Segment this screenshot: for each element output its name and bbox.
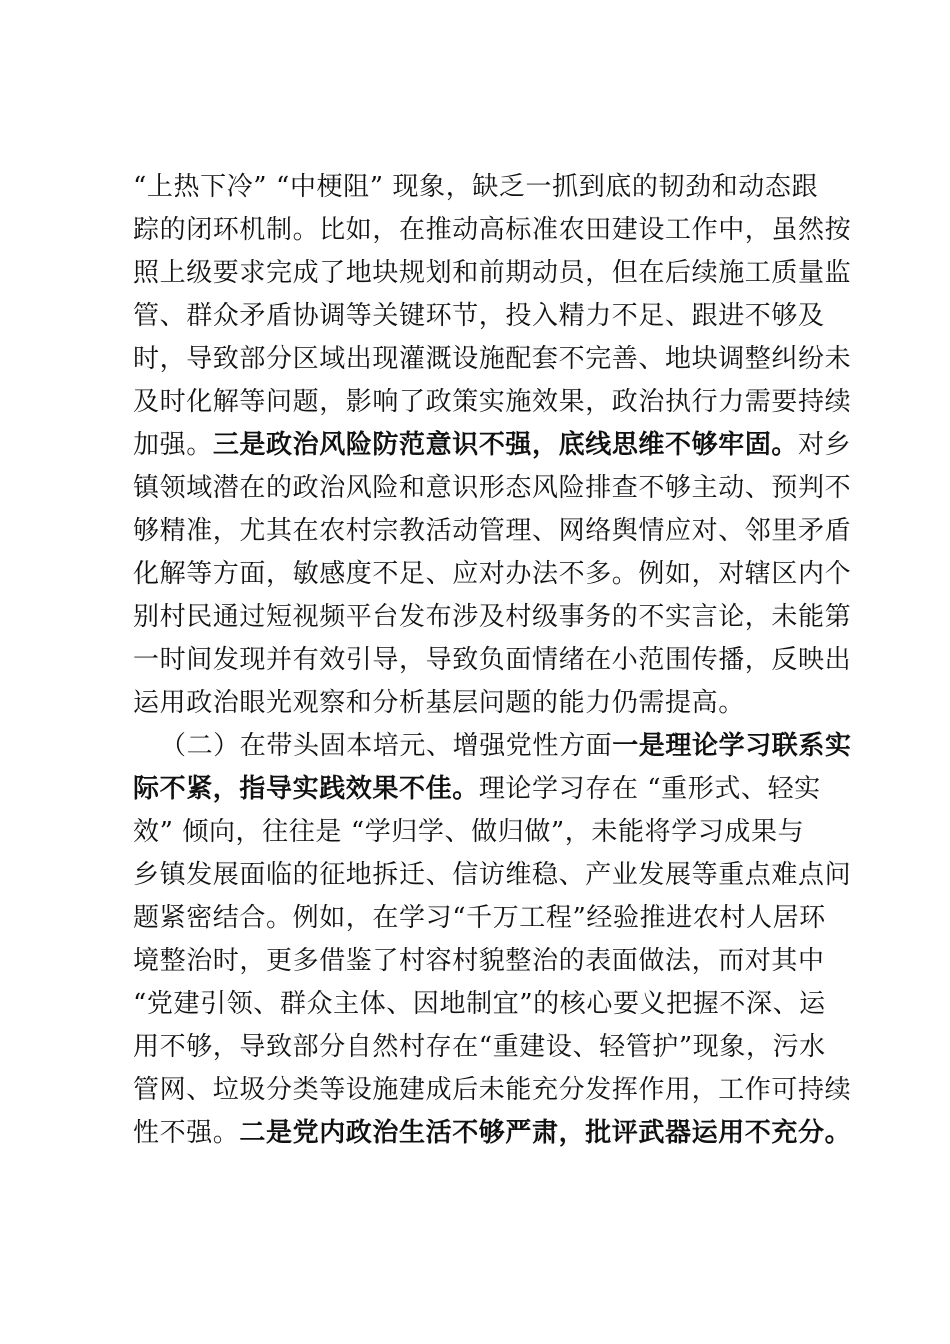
bold-heading-text: 际不紧，指导实践效果不佳。 [133,773,479,804]
text-line [133,381,852,424]
body-text: 踪的闭环机制。比如，在推动高标准农田建设工作中，虽然按 [133,214,852,245]
text-line [133,854,852,897]
text-line [133,1026,833,1069]
bold-heading-text: 一是理论学习联系实 [612,730,852,761]
body-text: 镇领域潜在的政治风险和意识形态风险排查不够主动、预判不 [133,472,852,503]
text-line [133,682,833,725]
text-line [133,596,852,639]
text-line [133,553,852,596]
bold-heading-text: 三是政治风险防范意识不强，底线思维不够牢固。 [212,429,799,460]
body-text: 境整治时，更多借鉴了村容村貌整治的表面做法，而对其中 [133,945,825,976]
text-line [133,467,852,510]
text-line [133,811,833,854]
body-text: 化解等方面，敏感度不足、应对办法不多。例如，对辖区内个 [133,558,852,589]
text-line [133,424,852,467]
text-line [133,166,833,209]
text-line [160,725,860,768]
body-text: 管网、垃圾分类等设施建成后未能充分发挥作用，工作可持续 [133,1074,852,1105]
body-text: （二）在带头固本培元、增强党性方面 [160,730,613,761]
body-text: 加强。 [133,429,213,460]
body-text: 够精准，尤其在农村宗教活动管理、网络舆情应对、邻里矛盾 [133,515,852,546]
text-line [133,209,852,252]
text-line [133,1069,852,1112]
text-line [133,252,852,295]
text-line [133,510,852,553]
body-text: 乡镇发展面临的征地拆迁、信访维稳、产业发展等重点难点问 [133,859,852,890]
bold-heading-text: 二是党内政治生活不够严肃，批评武器运用不充分。 [239,1117,852,1148]
body-text: 对乡 [798,429,852,460]
text-line [133,1112,852,1155]
body-text: 一时间发现并有效引导，导致负面情绪在小范围传播，反映出 [133,644,852,675]
body-text: 理论学习存在 “重形式、轻实 [478,773,821,804]
text-line [133,639,852,682]
text-line [133,983,833,1026]
body-text: 效” 倾向，往往是 “学归学、做归做”，未能将学习成果与 [133,816,805,847]
text-line [133,338,852,381]
text-line [133,295,833,338]
body-text: 用不够，导致部分自然村存在“重建设、轻管护”现象，污水 [133,1031,826,1062]
body-text: 别村民通过短视频平台发布涉及村级事务的不实言论，未能第 [133,601,852,632]
body-text: 及时化解等问题，影响了政策实施效果，政治执行力需要持续 [133,386,852,417]
text-line [133,768,833,811]
text-line [133,940,833,983]
body-text: “上热下冷” “中梗阻” 现象，缺乏一抓到底的韧劲和动态跟 [133,171,819,202]
body-text: 时，导致部分区域出现灌溉设施配套不完善、地块调整纠纷未 [133,343,852,374]
body-text: 性不强。 [133,1117,240,1148]
body-text: 管、群众矛盾协调等关键环节，投入精力不足、跟进不够及 [133,300,825,331]
body-text: 运用政治眼光观察和分析基层问题的能力仍需提高。 [133,687,745,718]
body-text: 题紧密结合。例如，在学习“千万工程”经验推进农村人居环 [133,902,826,933]
body-text: “党建引领、群众主体、因地制宜”的核心要义把握不深、运 [133,988,826,1019]
text-line [133,897,833,940]
body-text: 照上级要求完成了地块规划和前期动员，但在后续施工质量监 [133,257,852,288]
